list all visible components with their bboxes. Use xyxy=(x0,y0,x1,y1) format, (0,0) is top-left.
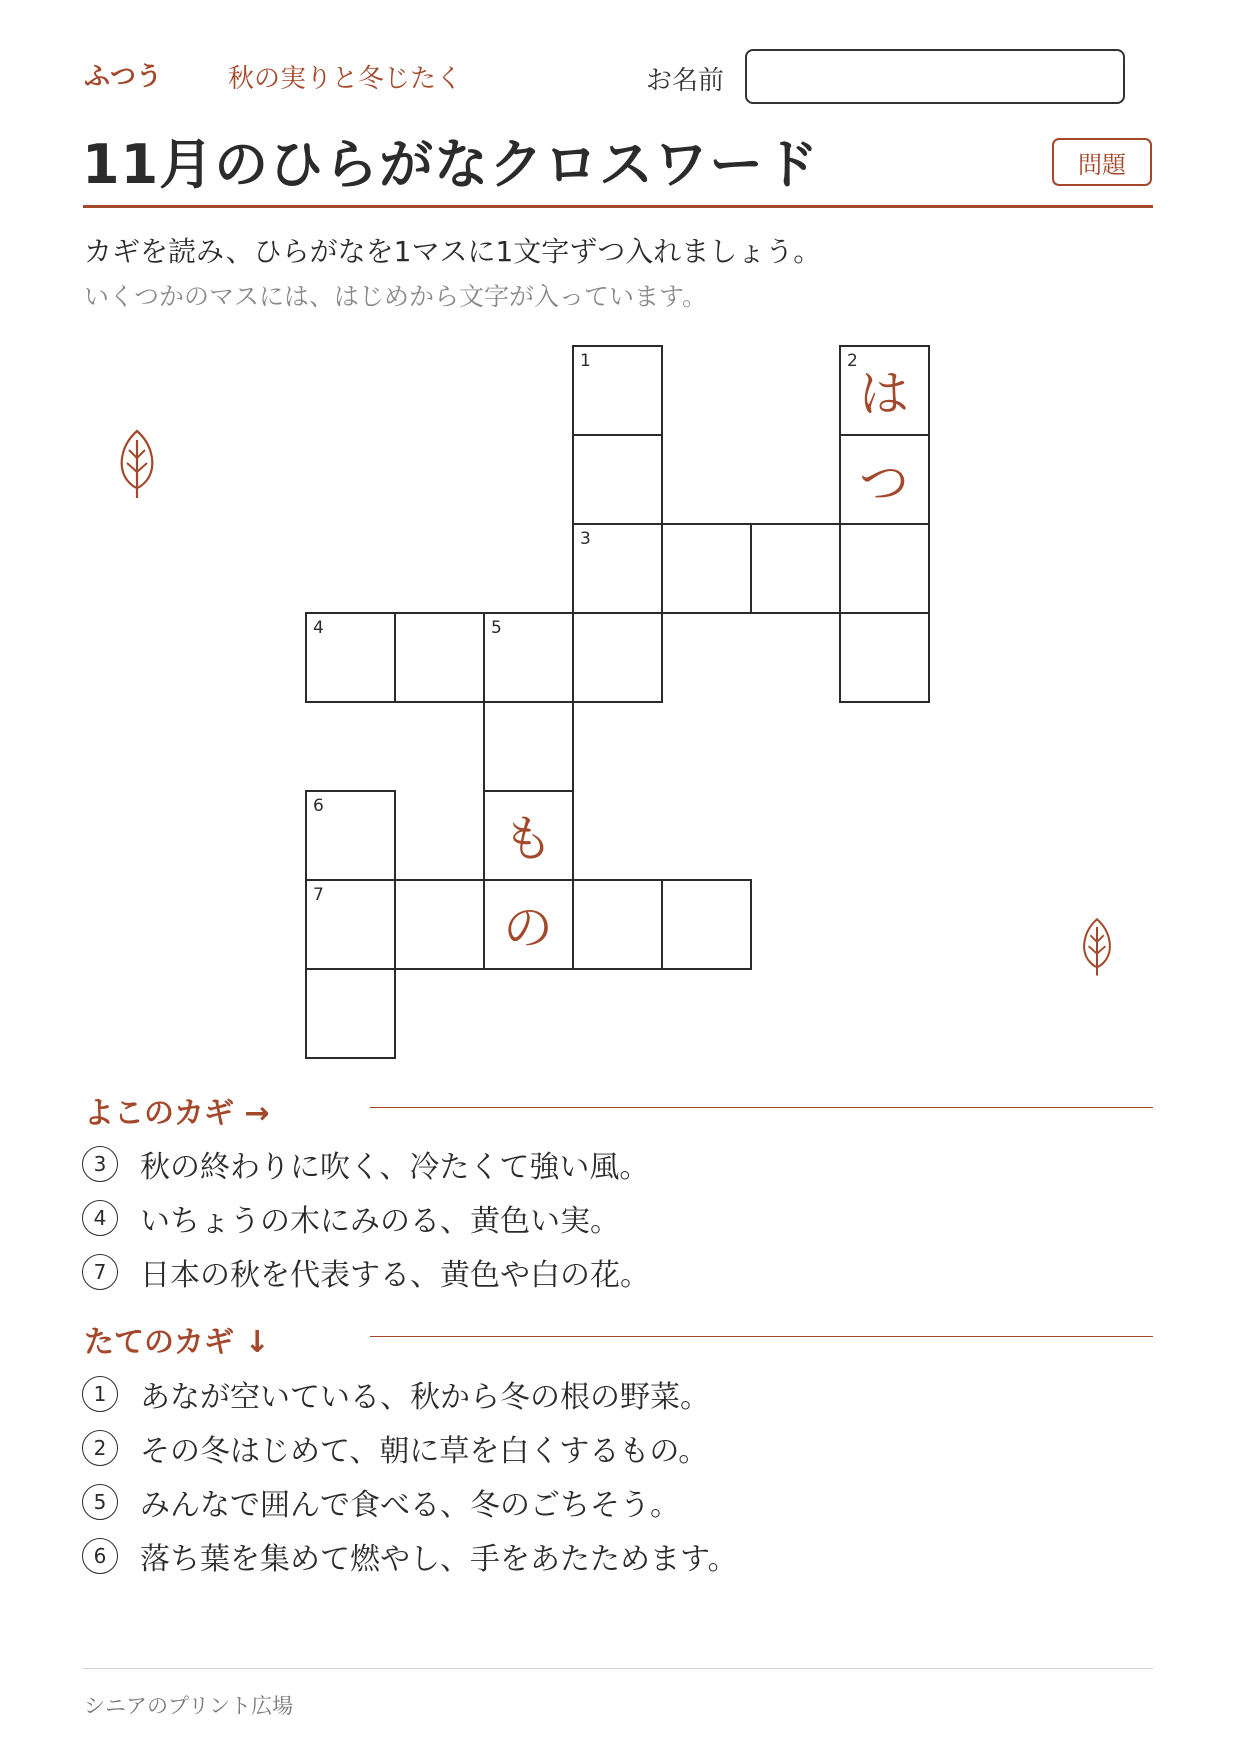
name-label: お名前 xyxy=(646,66,725,96)
across-heading: よこのカギ → xyxy=(84,1096,270,1131)
clue-text: 落ち葉を集めて燃やし、手をあたためます。 xyxy=(140,1542,738,1577)
clue-number: 7 xyxy=(82,1254,118,1290)
crossword-cell[interactable] xyxy=(305,968,396,1059)
difficulty-level: ふつう xyxy=(84,62,163,92)
cell-number: 6 xyxy=(313,796,324,816)
crossword-cell[interactable] xyxy=(661,879,752,970)
crossword-cell[interactable] xyxy=(839,612,930,703)
clue-number: 4 xyxy=(82,1200,118,1236)
clue-text: あなが空いている、秋から冬の根の野菜。 xyxy=(140,1380,710,1415)
clue-text: 秋の終わりに吹く、冷たくて強い風。 xyxy=(140,1150,650,1185)
crossword-cell xyxy=(483,790,574,881)
clue-number: 1 xyxy=(82,1376,118,1412)
clue-item xyxy=(82,1426,708,1470)
title-divider xyxy=(83,205,1153,208)
name-field[interactable] xyxy=(745,49,1125,104)
clue-item xyxy=(82,1534,738,1578)
cell-number: 5 xyxy=(491,618,502,638)
crossword-cell[interactable] xyxy=(394,879,485,970)
clue-number: 3 xyxy=(82,1146,118,1182)
clue-item xyxy=(82,1372,710,1416)
cell-number: 2 xyxy=(847,351,858,371)
crossword-cell xyxy=(483,879,574,970)
crossword-cell[interactable] xyxy=(572,434,663,525)
clue-item xyxy=(82,1250,650,1294)
crossword-cell[interactable] xyxy=(572,345,663,436)
clue-number: 2 xyxy=(82,1430,118,1466)
crossword-cell[interactable] xyxy=(572,879,663,970)
clue-text: その冬はじめて、朝に草を白くするもの。 xyxy=(140,1434,709,1469)
given-letter: は xyxy=(859,365,909,423)
crossword-cell[interactable] xyxy=(839,523,930,614)
cell-number: 1 xyxy=(580,351,591,371)
clue-text: みんなで囲んで食べる、冬のごちそう。 xyxy=(140,1488,680,1523)
clue-item xyxy=(82,1142,649,1186)
clue-item xyxy=(82,1196,620,1240)
down-heading: たてのカギ ↓ xyxy=(84,1325,270,1360)
crossword-cell[interactable] xyxy=(661,523,752,614)
page-title: 11月のひらがなクロスワード xyxy=(82,133,820,196)
given-letter: も xyxy=(503,810,553,868)
instruction-sub: いくつかのマスには、はじめから文字が入っています。 xyxy=(84,282,708,311)
cell-number: 7 xyxy=(313,885,324,905)
crossword-cell[interactable] xyxy=(750,523,841,614)
footer-site-name: シニアのプリント広場 xyxy=(84,1694,294,1718)
crossword-cell xyxy=(839,434,930,525)
crossword-cell[interactable] xyxy=(483,701,574,792)
leaf-icon xyxy=(112,428,162,500)
cell-number: 3 xyxy=(580,529,591,549)
clue-number: 5 xyxy=(82,1484,118,1520)
crossword-cell[interactable] xyxy=(305,879,396,970)
given-letter: の xyxy=(503,899,553,957)
across-divider xyxy=(370,1107,1153,1108)
clue-text: 日本の秋を代表する、黄色や白の花。 xyxy=(140,1258,650,1293)
clue-text: いちょうの木にみのる、黄色い実。 xyxy=(140,1204,620,1239)
problem-badge: 問題 xyxy=(1052,138,1152,186)
crossword-cell xyxy=(839,345,930,436)
footer-divider xyxy=(83,1668,1153,1669)
theme-subtitle: 秋の実りと冬じたく xyxy=(228,64,463,94)
crossword-cell[interactable] xyxy=(305,612,396,703)
cell-number: 4 xyxy=(313,618,324,638)
instruction-main: カギを読み、ひらがなを1マスに1文字ずつ入れましょう。 xyxy=(84,235,822,268)
given-letter: つ xyxy=(859,454,909,512)
crossword-cell[interactable] xyxy=(305,790,396,881)
leaf-icon xyxy=(1076,916,1118,978)
crossword-cell[interactable] xyxy=(394,612,485,703)
clue-number: 6 xyxy=(82,1538,118,1574)
clue-item xyxy=(82,1480,680,1524)
down-divider xyxy=(370,1336,1153,1337)
crossword-cell[interactable] xyxy=(572,612,663,703)
crossword-cell[interactable] xyxy=(572,523,663,614)
crossword-cell[interactable] xyxy=(483,612,574,703)
